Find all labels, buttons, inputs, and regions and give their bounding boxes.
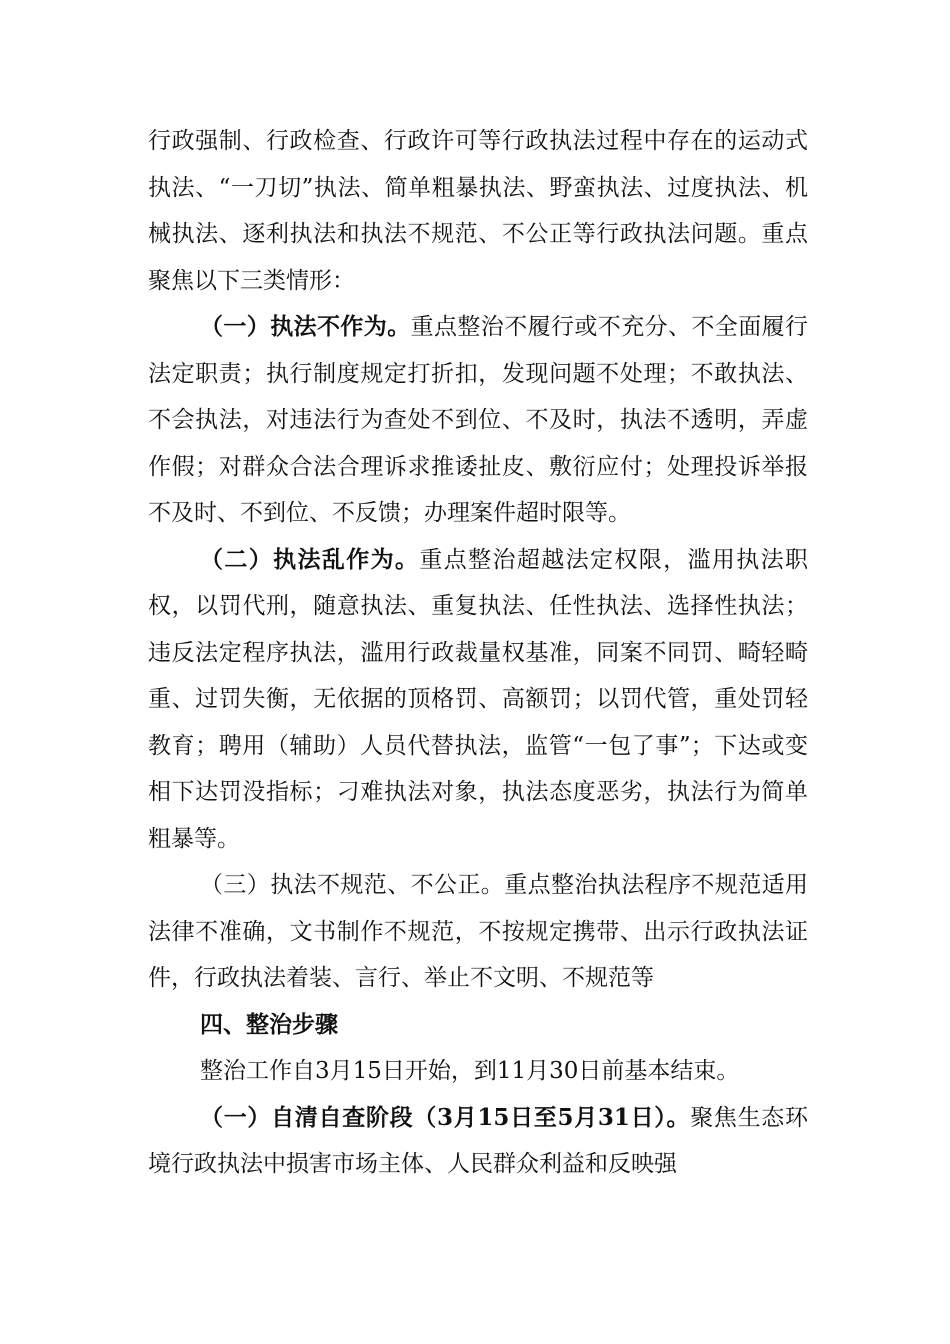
paragraph-selfcheck <box>148 1095 808 1188</box>
paragraph-timeline <box>148 1048 808 1095</box>
paragraph-misconduct-text: 重点整治超越法定权限，滥用执法职权，以罚代刑，随意执法、重复执法、任性执法、选择性执法；违反法定程序执法，滥用行政裁量权基准，同案不同罚、畸轻畸重、过罚失衡，无依据的顶格罚、高额罚；以罚代管，重处罚轻教育；聘用（辅助）人员代替执法，监管“一包了事”；下达或变相下达罚没指标；刁难执法对象，执法态度恶劣，执法行为简单粗暴等。 <box>148 546 808 852</box>
paragraph-intro-text: 行政强制、行政检查、行政许可等行政执法过程中存在的运动式执法、“一刀切”执法、简单粗暴执法、野蛮执法、过度执法、机械执法、逐利执法和执法不规范、不公正等行政执法问题。重点聚焦以下三类情形： <box>148 128 808 294</box>
subheading-inaction: （一）执法不作为。 <box>200 313 411 340</box>
paragraph-intro <box>148 118 808 304</box>
document-body <box>148 118 808 1188</box>
paragraph-selfcheck-text: 聚焦生态环境行政执法中损害市场主体、人民群众利益和反映强 <box>148 1104 808 1177</box>
paragraph-irregular <box>148 862 808 1002</box>
paragraph-inaction <box>148 304 808 537</box>
section-heading-steps: 四、整治步骤 <box>200 1011 338 1038</box>
paragraph-irregular-text: （三）执法不规范、不公正。重点整治执法程序不规范适用法律不准确，文书制作不规范，不按规定携带、出示行政执法证件，行政执法着装、言行、举止不文明、不规范等 <box>148 872 808 991</box>
subheading-selfcheck: （一）自清自查阶段（3月15日至5月31日）。 <box>200 1103 691 1131</box>
paragraph-inaction-text: 重点整治不履行或不充分、不全面履行法定职责；执行制度规定打折扣，发现问题不处理；不敢执法、不会执法，对违法行为查处不到位、不及时，执法不透明，弄虚作假；对群众合法合理诉求推诿扯皮、敷衍应付；处理投诉举报不及时、不到位、不反馈；办理案件超时限等。 <box>148 314 809 526</box>
paragraph-misconduct <box>148 537 808 863</box>
subheading-misconduct: （二）执法乱作为。 <box>200 545 420 573</box>
paragraph-timeline-text: 整治工作自3月15日开始，到11月30日前基本结束。 <box>200 1058 740 1084</box>
